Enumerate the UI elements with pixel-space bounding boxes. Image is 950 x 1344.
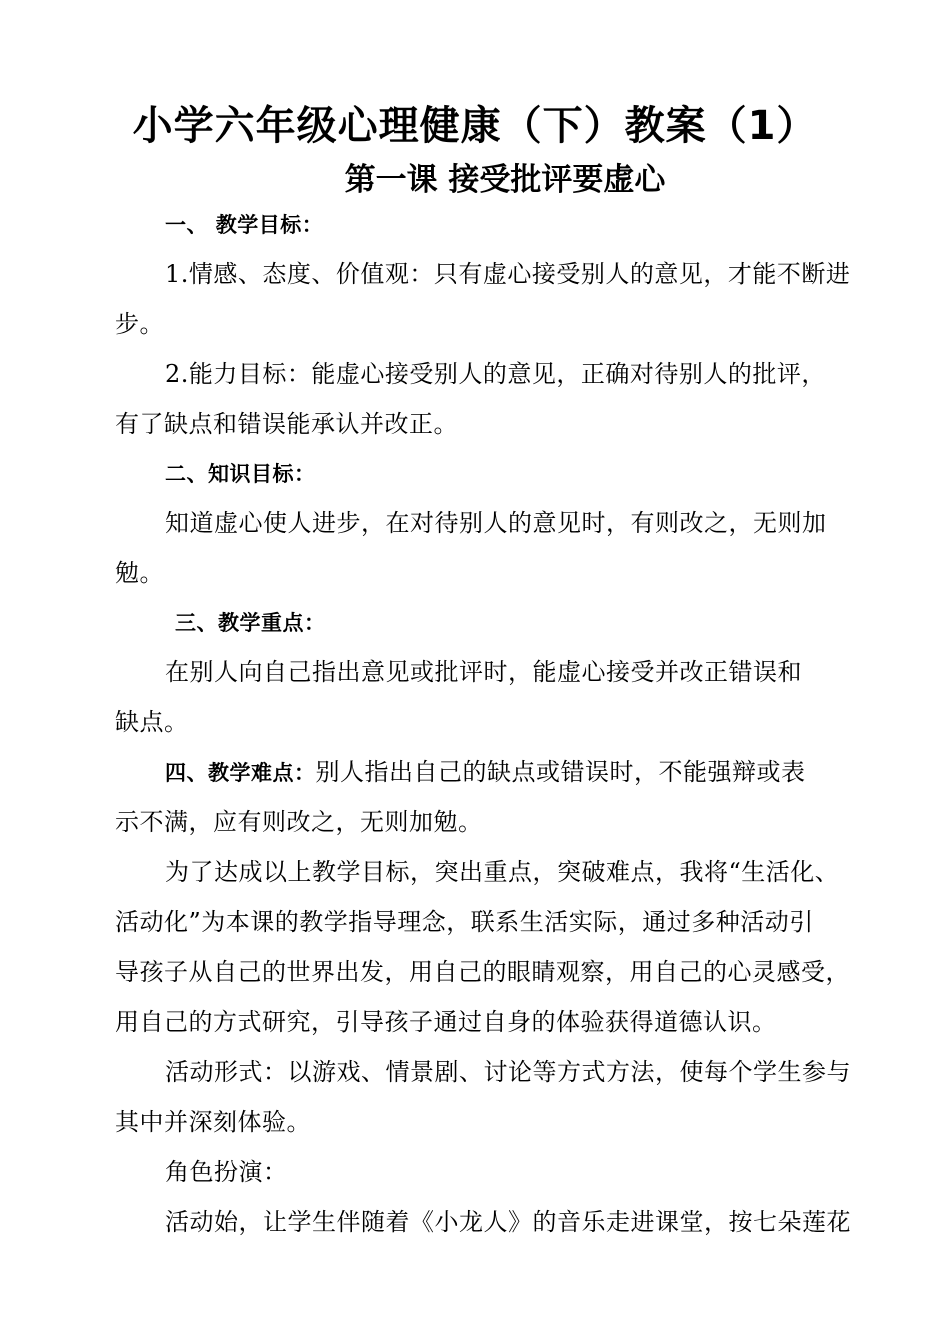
goal2-line1: 2.能力目标：能虚心接受别人的意见，正确对待别人的批评， (165, 360, 826, 388)
document-title: 小学六年级心理健康（下）教案（1） (132, 103, 818, 149)
key-line2: 缺点。 (115, 708, 189, 736)
difficulty-line1 (165, 755, 855, 790)
knowledge-line1: 知道虚心使人进步，在对待别人的意见时，有则改之，无则加 (165, 509, 827, 537)
goal1-line1: 1.情感、态度、价值观：只有虚心接受别人的意见，才能不断进 (165, 260, 851, 288)
knowledge-line2: 勉。 (115, 559, 164, 587)
approach-line3: 导孩子从自己的世界出发，用自己的眼睛观察，用自己的心灵感受， (115, 958, 850, 986)
key-line1: 在别人向自己指出意见或批评时，能虚心接受并改正错误和 (165, 658, 802, 686)
activity-line1: 活动形式：以游戏、情景剧、讨论等方式方法，使每个学生参与 (165, 1058, 851, 1086)
difficulty-heading: 四、教学难点： (165, 761, 316, 785)
goals-heading: 一、 教学目标： (165, 213, 324, 237)
lesson-subtitle: 第一课 接受批评要虚心 (344, 162, 666, 198)
difficulty-text: 别人指出自己的缺点或错误时，不能强辩或表 (315, 758, 806, 786)
approach-line4: 用自己的方式研究，引导孩子通过自身的体验获得道德认识。 (115, 1008, 777, 1036)
approach-line1: 为了达成以上教学目标，突出重点，突破难点，我将“生活化、 (165, 858, 840, 886)
goal1-line2: 步。 (115, 310, 164, 338)
approach-line2: 活动化”为本课的教学指导理念，联系生活实际，通过多种活动引 (115, 908, 814, 936)
roleplay-heading: 角色扮演： (165, 1158, 288, 1186)
goal2-line2: 有了缺点和错误能承认并改正。 (115, 410, 458, 438)
roleplay-line1: 活动始，让学生伴随着《小龙人》的音乐走进课堂，按七朵莲花 (165, 1208, 851, 1236)
activity-line2: 其中并深刻体验。 (115, 1108, 311, 1136)
knowledge-heading: 二、知识目标： (165, 462, 316, 486)
difficulty-line2: 示不满，应有则改之，无则加勉。 (115, 808, 483, 836)
key-heading: 三、教学重点： (175, 611, 326, 635)
